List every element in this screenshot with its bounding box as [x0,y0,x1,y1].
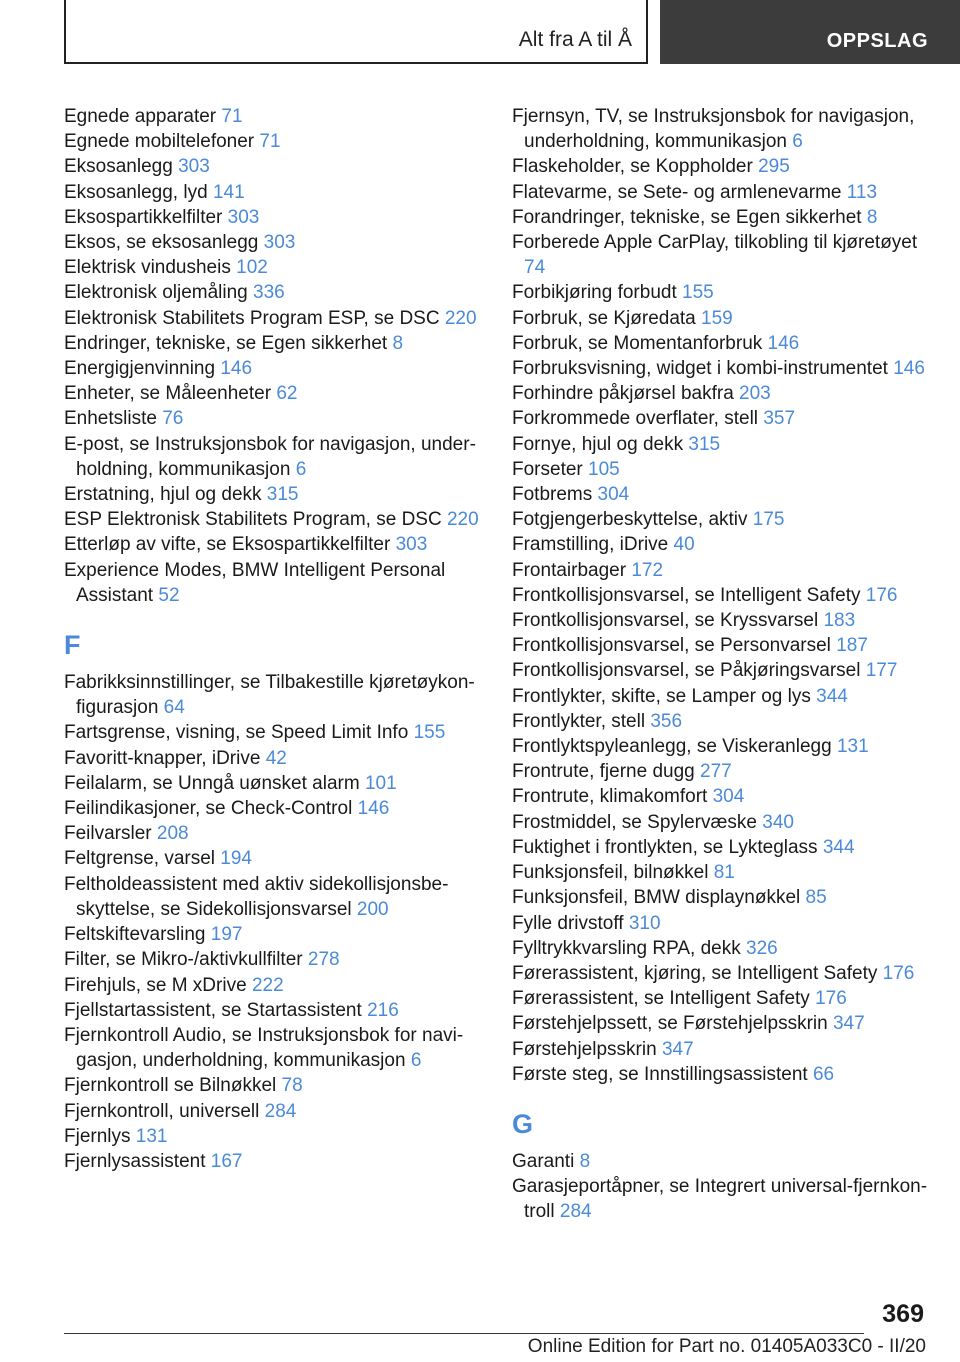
index-page-link[interactable]: 81 [713,862,735,884]
index-letter-heading: F [64,630,81,661]
index-entry-text: Energigjenvinning [64,358,216,380]
index-entry [64,356,494,381]
index-entry-text: Forberede Apple CarPlay, tilkobling til kjøretøyet [512,232,918,254]
index-page-link[interactable]: 141 [212,181,245,203]
index-entry-text: Forbikjøring forbudt [512,282,677,304]
index-entry [512,230,932,280]
index-letter-heading: G [512,1108,534,1139]
index-entry-text: Fotgjengerbeskyttelse, aktiv [512,509,748,531]
index-page-link[interactable]: 303 [178,156,210,178]
index-entry [64,1023,494,1073]
index-page-link[interactable]: 71 [221,106,243,127]
index-entry-text: Frontlykter, stell [512,710,646,732]
index-entry-text: Eksos, se eksosanlegg [64,232,259,254]
index-page-link[interactable]: 340 [762,811,794,833]
index-page-link[interactable]: 8 [579,1150,591,1172]
index-entry-text: Fabrikksinnstillinger, se Tilbakestille kjøretøykonfigurasjon [64,672,475,719]
index-entry-text: Feilvarsler [64,823,152,845]
index-entry [512,885,932,910]
index-entry [512,507,932,532]
index-page-link[interactable]: 176 [865,584,898,606]
index-entry-text: Eksosanlegg, lyd [64,181,208,203]
index-entry [512,608,932,633]
index-entry [64,1099,494,1124]
index-page-link[interactable]: 194 [220,848,252,870]
index-entry [64,1124,494,1149]
index-entry-text: Eksospartikkelfilter [64,206,223,228]
index-entry-text: Fartsgrense, visning, se Speed Limit Info [64,722,409,744]
index-page-link[interactable]: 284 [264,1100,297,1122]
index-entry-text: ESP Elektronisk Stabilitets Program, se DSC [64,509,442,531]
index-page-link[interactable]: 113 [846,181,878,203]
index-entry [64,432,494,482]
index-entry [512,759,932,784]
index-entry [64,1149,494,1174]
index-page-link[interactable]: 85 [805,887,827,909]
index-page-link[interactable]: 303 [263,232,296,254]
index-entry-text: Funksjonsfeil, bilnøkkel [512,862,709,884]
index-page-link[interactable]: 52 [158,584,180,606]
index-column-right [512,104,932,1225]
index-entry-text: Frontlyktspyleanlegg, se Viskeranlegg [512,736,832,758]
index-entry-text: Eksosanlegg [64,156,173,178]
chapter-tab[interactable] [660,0,960,64]
index-entry [64,280,494,305]
index-entry-text: Enhetsliste [64,408,157,430]
index-entry-text: Forandringer, tekniske, se Egen sikkerhet [512,206,862,228]
index-page-link[interactable]: 278 [307,949,340,971]
index-entry-text: Garanti [512,1150,575,1172]
index-page-link[interactable]: 8 [392,332,404,354]
index-page-link[interactable]: 102 [236,257,268,279]
index-page-link[interactable]: 203 [739,383,771,405]
index-entry [512,558,932,583]
index-entry-text: Endringer, tekniske, se Egen sikkerhet [64,332,388,354]
chapter-tab-label: OPPSLAG [826,30,928,52]
index-entry-text: Feltskiftevarsling [64,924,206,946]
index-entry [512,633,932,658]
index-entry [64,255,494,280]
index-entry [64,205,494,230]
index-entry [512,1062,932,1087]
index-entry [512,583,932,608]
index-entry [512,911,932,936]
index-entry [64,230,494,255]
index-entry-text: Egnede apparater [64,106,217,127]
index-entry-text: Forseter [512,458,583,480]
index-page-link[interactable]: 146 [220,358,253,380]
index-page-link[interactable]: 326 [746,937,778,959]
index-entry-text: Experience Modes, BMW Intelligent Personal Assistant [64,559,446,606]
index-entry [512,180,932,205]
index-entry [512,936,932,961]
index-entry [512,1011,932,1036]
index-entry-text: Framstilling, iDrive [512,534,669,556]
index-entry [64,796,494,821]
index-entry-text: Fjernkontroll Audio, se Instruksjonsbok for navigasjon, underholdning, kommunikasjon [64,1024,464,1072]
index-page-link[interactable]: 155 [682,282,714,304]
index-page-link[interactable]: 6 [410,1050,422,1072]
index-entry-text: Forbruk, se Momentanforbruk [512,332,763,354]
index-entry-text: Elektronisk oljemåling [64,282,248,304]
index-page-link[interactable]: 222 [251,974,284,996]
index-entry [64,821,494,846]
index-entry-text: Frontkollisjonsvarsel, se Kryssvarsel [512,610,819,632]
index-entry-text: Fuktighet i frontlykten, se Lykteglass [512,836,818,858]
index-entry [64,180,494,205]
index-page-link[interactable]: 200 [356,898,389,920]
index-entry [512,532,932,557]
index-page-link[interactable]: 159 [701,307,733,329]
index-page-link[interactable]: 208 [156,823,189,845]
index-entry [512,1174,932,1224]
index-column-left [64,104,494,1174]
index-entry-text: Feilalarm, se Unngå uønsket alarm [64,772,360,794]
index-entry [512,482,932,507]
index-entry [512,1149,932,1174]
index-page-link[interactable]: 304 [597,484,630,506]
index-entry-text: Feltgrense, varsel [64,848,216,870]
index-entry [64,771,494,796]
index-entry-text: Frostmiddel, se Spylervæske [512,811,757,833]
index-entry-text: Førerassistent, kjøring, se Intelligent Safety [512,962,878,984]
index-entry [64,154,494,179]
index-entry-text: Frontlykter, skifte, se Lamper og lys [512,685,811,707]
index-entry [512,406,932,431]
index-page-link[interactable]: 295 [758,156,790,178]
index-entry [512,280,932,305]
index-page-link[interactable]: 344 [822,836,855,858]
index-entry-text: Fylle drivstoff [512,912,624,934]
index-entry-text: Førstehjelpssett, se Førstehjelpsskrin [512,1013,828,1035]
index-entry [64,381,494,406]
index-page-link[interactable]: 64 [163,697,185,719]
index-page-link[interactable]: 277 [700,761,732,783]
index-page-link[interactable]: 6 [295,458,307,480]
index-entry [512,381,932,406]
index-page-link[interactable]: 71 [259,131,281,153]
index-entry-text: Frontkollisjonsvarsel, se Personvarsel [512,635,831,657]
index-page-link[interactable]: 66 [812,1063,835,1085]
index-page-link[interactable]: 6 [792,131,803,153]
index-entry [512,684,932,709]
index-entry [512,306,932,331]
index-page-link[interactable]: 284 [559,1201,592,1223]
index-entry-text: Fjernsyn, TV, se Instruksjonsbok for navigasjon, underholdning, kommunikasjon [512,106,915,153]
index-entry-text: Enheter, se Måleenheter [64,383,272,405]
index-entry [512,835,932,860]
index-page-link[interactable]: 176 [815,988,847,1010]
section-title: Alt fra A til Å [518,28,632,51]
index-entry [512,784,932,809]
index-entry [64,507,494,532]
index-page-link[interactable]: 8 [866,206,878,228]
index-entry-text: Fotbrems [512,484,593,506]
index-entry-text: Frontrute, klimakomfort [512,786,708,808]
index-page-link[interactable]: 76 [162,408,184,430]
index-entry-text: Forhindre påkjørsel bakfra [512,383,734,405]
index-page-link[interactable]: 131 [836,736,869,758]
index-entry-text: Firehjuls, se M xDrive [64,974,247,996]
index-page-link[interactable]: 172 [631,559,664,581]
index-entry-text: Frontkollisjonsvarsel, se Påkjøringsvarsel [512,660,861,682]
index-page-link[interactable]: 105 [588,458,620,480]
index-page-link[interactable]: 101 [364,772,397,794]
index-entry [64,746,494,771]
index-page-link[interactable]: 220 [446,509,479,531]
index-entry-text: Frontkollisjonsvarsel, se Intelligent Safety [512,584,861,606]
index-entry-text: Forkrommede overflater, stell [512,408,759,430]
index-entry-text: Fylltrykkvarsling RPA, dekk [512,937,741,959]
index-entry-text: Egnede mobiltelefoner [64,131,255,153]
index-entry [512,658,932,683]
index-entry-text: Flatevarme, se Sete- og armlenevarme [512,181,842,203]
index-entry-text: Første steg, se Innstillingsassistent [512,1063,808,1085]
index-entry [512,432,932,457]
index-entry [64,846,494,871]
index-page-link[interactable]: 315 [688,433,721,455]
page-number: 369 [882,1300,924,1328]
index-page-link[interactable]: 175 [752,509,785,531]
index-entry [64,872,494,922]
index-entry [512,331,932,356]
index-entry-text: Forbruk, se Kjøredata [512,307,696,329]
index-entry [512,709,932,734]
index-entry-text: Førstehjelpsskrin [512,1038,657,1060]
index-entry [64,306,494,331]
index-entry-text: Fjernkontroll se Bilnøkkel [64,1075,277,1097]
index-page-link[interactable]: 347 [661,1038,694,1060]
index-page-link[interactable]: 303 [227,206,260,228]
index-entry [64,670,494,720]
index-page-link[interactable]: 177 [865,660,898,682]
index-entry [512,1037,932,1062]
index-page-link[interactable]: 303 [395,534,428,556]
index-page-link[interactable]: 357 [763,408,796,430]
index-entry [64,406,494,431]
index-page-link[interactable]: 42 [265,747,287,769]
index-entry-text: Fornye, hjul og dekk [512,433,684,455]
index-entry-text: Frontairbager [512,559,627,581]
index-page-link[interactable]: 146 [357,798,390,820]
index-page-link[interactable]: 347 [832,1013,865,1035]
index-entry-text: Frontrute, fjerne dugg [512,761,695,783]
index-entry [512,154,932,179]
index-entry-text: Flaskeholder, se Koppholder [512,156,753,178]
index-entry-text: Elektrisk vindusheis [64,257,231,279]
index-page-link[interactable]: 315 [266,484,299,506]
footer-divider [64,1333,864,1334]
index-entry [64,947,494,972]
index-entry-text: Erstatning, hjul og dekk [64,484,262,506]
index-entry [512,205,932,230]
index-page-link[interactable]: 146 [893,358,925,380]
index-entry-text: Elektronisk Stabilitets Program ESP, se DSC [64,307,440,329]
index-entry [64,973,494,998]
index-entry-text: Førerassistent, se Intelligent Safety [512,988,810,1010]
index-entry [512,961,932,986]
edition-note: Online Edition for Part no. 01405A033C0 - II/20 [527,1336,926,1357]
index-page-link[interactable]: 216 [367,999,399,1021]
index-entry [512,356,932,381]
index-entry-text: Fjernlys [64,1125,131,1147]
index-page-link[interactable]: 356 [650,710,683,732]
index-entry-text: Fjellstartassistent, se Startassistent [64,999,362,1021]
index-page-link[interactable]: 146 [767,332,800,354]
index-page-link[interactable]: 197 [210,924,243,946]
index-page-link[interactable]: 344 [816,685,848,707]
index-entry [64,720,494,745]
index-entry-text: Fjernlysassistent [64,1150,206,1172]
index-page-link[interactable]: 74 [524,257,546,279]
index-entry [64,922,494,947]
index-entry-text: E-post, se Instruksjonsbok for navigasjon, underholdning, kommunikasjon [64,433,476,480]
index-entry [512,810,932,835]
index-entry [64,532,494,557]
index-page-link[interactable]: 40 [673,534,695,556]
index-entry-text: Forbruksvisning, widget i kombi-instrumentet [512,358,888,380]
index-entry [64,1073,494,1098]
index-entry [512,104,932,154]
index-page-link[interactable]: 187 [836,635,868,657]
index-entry [512,457,932,482]
index-page-link[interactable]: 336 [253,282,285,304]
index-page-link[interactable]: 304 [712,786,745,808]
index-page-link[interactable]: 310 [628,912,661,934]
index-entry [512,986,932,1011]
index-page-link[interactable]: 176 [882,962,915,984]
index-page-link[interactable]: 62 [276,383,298,405]
index-entry [64,129,494,154]
index-entry [64,998,494,1023]
header-frame [64,0,648,64]
index-page-link[interactable]: 220 [444,307,477,329]
index-entry-text: Funksjonsfeil, BMW displaynøkkel [512,887,801,909]
index-entry-text: Fjernkontroll, universell [64,1100,260,1122]
index-entry-text: Etterløp av vifte, se Eksospartikkelfilter [64,534,391,556]
index-entry [512,734,932,759]
index-page-link[interactable]: 155 [413,722,446,744]
index-entry-text: Filter, se Mikro-/aktivkullfilter [64,949,303,971]
index-entry-text: Feilindikasjoner, se Check-Control [64,798,353,820]
index-entry [64,482,494,507]
index-entry-text: Garasjeportåpner, se Integrert universal-fjernkontroll [512,1176,928,1223]
index-entry [64,558,494,608]
index-page-link[interactable]: 131 [135,1125,168,1147]
index-entry [64,331,494,356]
index-entry-text: Feltholdeassistent med aktiv sidekollisjonsbeskyttelse, se Sidekollisjonsvarsel [64,873,449,920]
index-entry-text: Favoritt-knapper, iDrive [64,747,261,769]
index-page-link[interactable]: 167 [210,1150,243,1172]
index-page-link[interactable]: 183 [823,610,856,632]
index-entry [64,104,494,129]
index-page-link[interactable]: 78 [281,1075,303,1097]
index-entry [512,860,932,885]
